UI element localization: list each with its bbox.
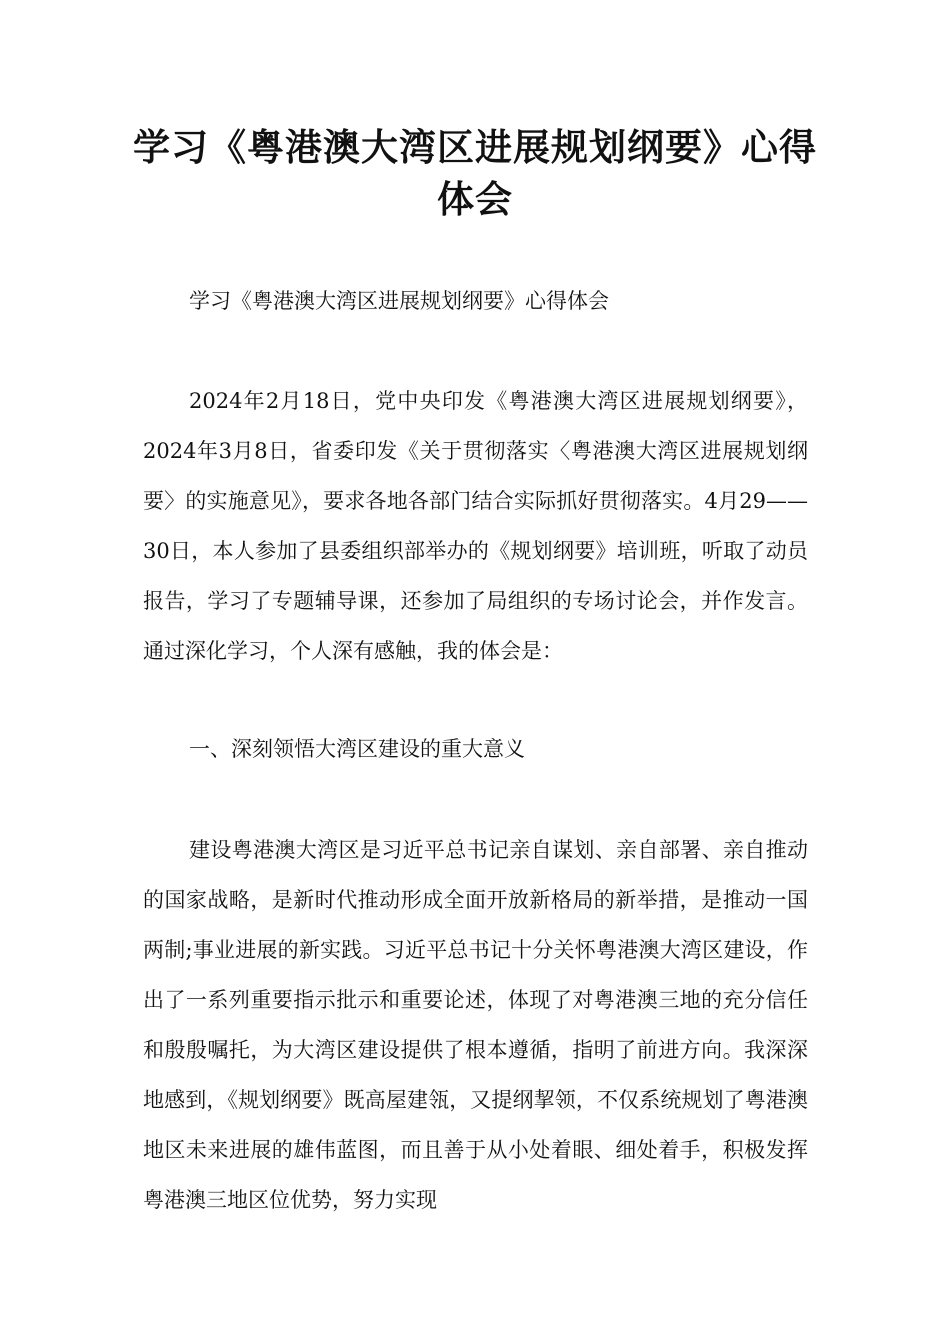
intro-paragraph: 2024年2月18日，党中央印发《粤港澳大湾区进展规划纲要》，2024年3月8日，省委印发《关于贯彻落实〈粤港澳大湾区进展规划纲要〉的实施意见》，要求各地各部门结合实际抓好贯彻落实。4月29——30日，本人参加了县委组织部举办的《规划纲要》培训班，听取了动员报告，学习了专题辅导课，还参加了局组织的专场讨论会，并作发言。通过深化学习，个人深有感触，我的体会是：: [143, 389, 808, 663]
section-paragraph: 建设粤港澳大湾区是习近平总书记亲自谋划、亲自部署、亲自推动的国家战略，是新时代推动形成全面开放新格局的新举措，是推动一国两制;事业进展的新实践。习近平总书记十分关怀粤港澳大湾区建设，作出了一系列重要指示批示和重要论述，体现了对粤港澳三地的充分信任和殷殷嘱托，为大湾区建设提供了根本遵循，指明了前进方向。我深深地感到，《规划纲要》既高屋建瓴，又提纲挈领，不仅系统规划了粤港澳地区未来进展的雄伟蓝图，而且善于从小处着眼、细处着手，积极发挥粤港澳三地区位优势，努力实现: [143, 838, 808, 1212]
document-title: 学习《粤港澳大湾区进展规划纲要》心得体会: [133, 126, 817, 221]
subtitle-paragraph: 学习《粤港澳大湾区进展规划纲要》心得体会: [189, 289, 609, 313]
section-heading: 一、深刻领悟大湾区建设的重大意义: [189, 737, 525, 761]
